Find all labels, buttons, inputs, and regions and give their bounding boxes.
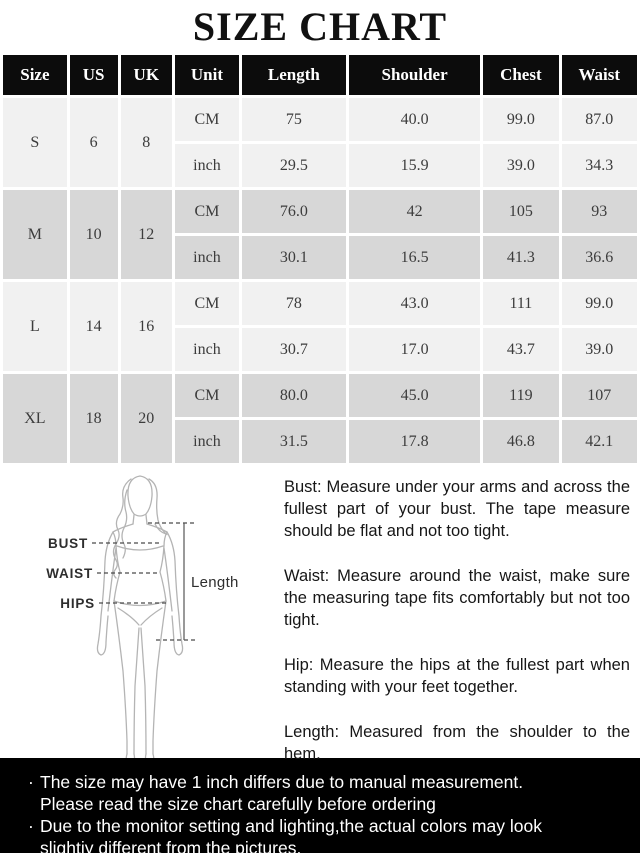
value-cell: 36.6 [562,236,637,279]
unit-cell: inch [175,144,239,187]
unit-cell: CM [175,282,239,325]
value-cell: 30.7 [242,328,346,371]
uk-cell: 16 [121,282,172,371]
length-label: Length [191,574,239,591]
column-header-size: Size [3,55,67,95]
value-cell: 17.8 [349,420,480,463]
measurement-guides [46,523,238,640]
size-cell: S [3,98,67,187]
column-header-us: US [70,55,118,95]
value-cell: 75 [242,98,346,141]
bust-label: BUST [48,536,88,551]
uk-cell: 8 [121,98,172,187]
value-cell: 15.9 [349,144,480,187]
value-cell: 34.3 [562,144,637,187]
value-cell: 29.5 [242,144,346,187]
note-line: The size may have 1 inch differs due to manual measurement. [40,772,524,792]
size-cell: XL [3,374,67,463]
value-cell: 39.0 [562,328,637,371]
value-cell: 111 [483,282,558,325]
size-chart-table [0,52,640,466]
column-header-unit: Unit [175,55,239,95]
value-cell: 42.1 [562,420,637,463]
note-item [28,815,626,859]
female-figure-illustration [0,466,280,758]
figure-column [0,466,280,758]
value-cell: 76.0 [242,190,346,233]
page-header [0,0,640,52]
value-cell: 30.1 [242,236,346,279]
value-cell: 41.3 [483,236,558,279]
note-text [40,771,523,815]
page-title: SIZE CHART [192,3,448,49]
value-cell: 99.0 [483,98,558,141]
note-line: slightiy different from the pictures. [40,838,302,858]
size-cell: L [3,282,67,371]
column-header-uk: UK [121,55,172,95]
table-header-row [3,55,637,95]
us-cell: 6 [70,98,118,187]
uk-cell: 20 [121,374,172,463]
unit-cell: inch [175,236,239,279]
unit-cell: inch [175,420,239,463]
note-line: Please read the size chart carefully before ordering [40,794,436,814]
column-header-chest: Chest [483,55,558,95]
value-cell: 119 [483,374,558,417]
waist-label: WAIST [46,566,93,581]
value-cell: 80.0 [242,374,346,417]
value-cell: 39.0 [483,144,558,187]
note-text [40,815,542,859]
value-cell: 46.8 [483,420,558,463]
uk-cell: 12 [121,190,172,279]
length-instruction: Length: Measured from the shoulder to the hem. [284,723,630,763]
measurement-guide-section [0,466,640,763]
bullet-icon: · [28,772,34,792]
us-cell: 14 [70,282,118,371]
unit-cell: CM [175,190,239,233]
disclaimer-notes [0,758,640,858]
table-row [3,98,637,141]
note-item [28,771,626,815]
size-cell: M [3,190,67,279]
column-header-waist: Waist [562,55,637,95]
unit-cell: inch [175,328,239,371]
value-cell: 42 [349,190,480,233]
unit-cell: CM [175,98,239,141]
table-row [3,374,637,417]
table-row [3,190,637,233]
column-header-length: Length [242,55,346,95]
value-cell: 93 [562,190,637,233]
hips-label: HIPS [60,596,95,611]
hip-instruction: Hip: Measure the hips at the fullest part when standing with your feet together. [284,656,630,696]
value-cell: 78 [242,282,346,325]
measurement-instructions [280,466,640,763]
value-cell: 17.0 [349,328,480,371]
bust-instruction: Bust: Measure under your arms and across the fullest part of your bust. The tape measure should be flat and not too tight. [284,478,630,540]
us-cell: 10 [70,190,118,279]
bullet-icon: · [28,816,34,836]
value-cell: 107 [562,374,637,417]
value-cell: 43.0 [349,282,480,325]
value-cell: 45.0 [349,374,480,417]
value-cell: 99.0 [562,282,637,325]
value-cell: 105 [483,190,558,233]
value-cell: 43.7 [483,328,558,371]
note-line: Due to the monitor setting and lighting,the actual colors may look [40,816,542,836]
us-cell: 18 [70,374,118,463]
value-cell: 87.0 [562,98,637,141]
value-cell: 16.5 [349,236,480,279]
value-cell: 31.5 [242,420,346,463]
column-header-shoulder: Shoulder [349,55,480,95]
table-row [3,282,637,325]
figure-sketch [97,476,182,758]
waist-instruction: Waist: Measure around the waist, make sure the measuring tape fits comfortably but not too tight. [284,567,630,629]
unit-cell: CM [175,374,239,417]
value-cell: 40.0 [349,98,480,141]
